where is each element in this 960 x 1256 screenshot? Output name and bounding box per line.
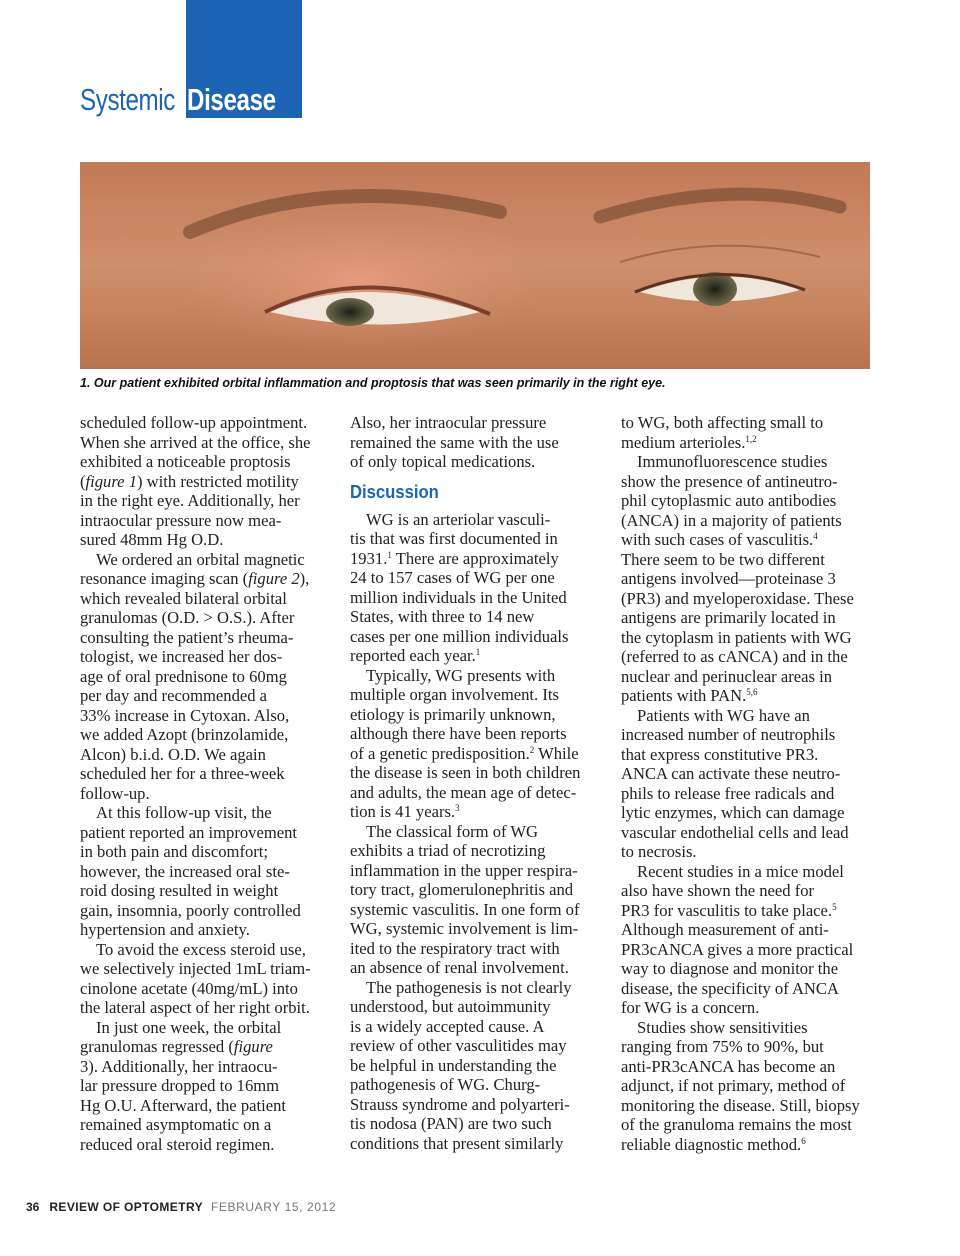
text-line: roid dosing resulted in weight (80, 881, 279, 900)
text-line: although there have been reports (350, 724, 567, 743)
text-line: At this follow-up visit, the (96, 803, 272, 822)
text-line: review of other vasculitides may (350, 1036, 567, 1055)
text-line: to necrosis. (621, 842, 697, 861)
text-line: of only topical medications. (350, 452, 536, 471)
text-line: intraocular pressure now mea- (80, 510, 282, 530)
text-line: gain, insomnia, poorly controlled (80, 900, 301, 920)
text-line: the lateral aspect of her right orbit. (80, 998, 310, 1017)
text-line: lar pressure dropped to 16mm (80, 1076, 280, 1095)
text-line: States, with three to 14 new (350, 607, 535, 626)
text-line: of the granuloma remains the most (621, 1115, 852, 1134)
section-subheading: Discussion (350, 480, 439, 502)
text-line: vascular endothelial cells and lead (621, 822, 849, 842)
text-line: There seem to be two different (621, 549, 825, 569)
issue-date: FEBRUARY 15, 2012 (210, 1200, 337, 1214)
text-line: the cytoplasm in patients with WG (621, 627, 852, 647)
text-line: in the right eye. Additionally, her (80, 491, 300, 510)
text-line: hypertension and anxiety. (80, 920, 250, 939)
text-line: be helpful in understanding the (350, 1055, 557, 1075)
text-line: Studies show sensitivities (637, 1017, 808, 1037)
text-line: (ANCA) in a majority of patients (621, 510, 842, 530)
text-line: The classical form of WG (366, 821, 539, 841)
publication-name: REVIEW OF OPTOMETRY (49, 1200, 203, 1214)
text-line: patients with PAN.$^{5,6}$ (621, 686, 758, 705)
figure-caption: 1. Our patient exhibited orbital inflammation and proptosis that was seen primarily in the right eye. (80, 376, 666, 390)
text-line: Alcon) b.i.d. O.D. We again (80, 744, 266, 764)
text-line: Patients with WG have an (637, 705, 810, 725)
text-line: reduced oral steroid regimen. (80, 1134, 275, 1154)
text-line: tologist, we increased her dos- (80, 647, 283, 666)
text-line: show the presence of antineutro- (621, 471, 838, 491)
text-line: tion is 41 years.$^3$ (350, 802, 460, 821)
section-title-light: Systemic (80, 82, 175, 117)
text-line: Recent studies in a mice model (637, 861, 844, 881)
text-line: we added Azopt (brinzolamide, (80, 725, 289, 744)
text-line: an absence of renal involvement. (350, 958, 569, 977)
text-line: (figure 1) with restricted motility (80, 471, 299, 491)
text-line: reported each year.$^1$ (350, 646, 481, 665)
text-line: lytic enzymes, which can damage (621, 803, 845, 822)
text-line: PR3 for vasculitis to take place.$^5$ (621, 900, 837, 920)
text-line: scheduled her for a three-week (80, 764, 285, 783)
text-line: Hg O.U. Afterward, the patient (80, 1095, 286, 1115)
text-line: patient reported an improvement (80, 822, 298, 842)
text-line: anti-PR3cANCA has become an (621, 1056, 836, 1076)
text-line: which revealed bilateral orbital (80, 588, 287, 608)
text-line: million individuals in the United (350, 587, 567, 607)
text-line: Also, her intraocular pressure (350, 413, 547, 432)
text-line: Although measurement of anti- (621, 920, 829, 939)
text-line: Typically, WG presents with (366, 665, 556, 685)
text-line: disease, the specificity of ANCA (621, 978, 839, 998)
figure-1-photo (80, 162, 870, 369)
text-line: reliable diagnostic method.$^6$ (621, 1134, 806, 1154)
text-line: way to diagnose and monitor the (621, 959, 839, 978)
text-line: follow-up. (80, 783, 150, 803)
text-line: (PR3) and myeloperoxidase. These (621, 588, 854, 608)
text-line: multiple organ involvement. Its (350, 685, 559, 704)
text-line: remained asymptomatic on a (80, 1115, 272, 1134)
text-line: resonance imaging scan (figure 2), (80, 569, 310, 588)
text-line: (referred to as cANCA) and in the (621, 647, 848, 666)
text-line: PR3cANCA gives a more practical (621, 939, 854, 959)
text-line: 24 to 157 cases of WG per one (350, 568, 555, 587)
text-line: monitoring the disease. Still, biopsy (621, 1095, 860, 1115)
text-line: tory tract, glomerulonephritis and (350, 880, 574, 899)
text-line: we selectively injected 1mL triam- (80, 959, 311, 978)
text-line: in both pain and discomfort; (80, 842, 269, 861)
text-line: 1931.$^1$ There are approximately (350, 548, 559, 568)
text-line: to WG, both affecting small to (621, 413, 824, 432)
text-line: phil cytoplasmic auto antibodies (621, 491, 837, 510)
text-line: 33% increase in Cytoxan. Also, (80, 705, 290, 725)
text-line: In just one week, the orbital (96, 1017, 282, 1037)
page-number: 36 (26, 1200, 40, 1214)
text-line: The pathogenesis is not clearly (366, 977, 572, 997)
page-footer (26, 1200, 336, 1214)
text-line: pathogenesis of WG. Churg- (350, 1075, 541, 1094)
text-line: cinolone acetate (40mg/mL) into (80, 978, 298, 998)
text-line: age of oral prednisone to 60mg (80, 666, 287, 686)
text-line: Strauss syndrome and polyarteri- (350, 1094, 570, 1114)
text-column-3 (621, 413, 881, 1154)
text-line: that express constitutive PR3. (621, 744, 819, 764)
text-line: scheduled follow-up appointment. (80, 413, 308, 432)
text-line: WG is an arteriolar vasculi- (366, 509, 551, 529)
text-line: increased number of neutrophils (621, 725, 836, 744)
text-line: the disease is seen in both children (350, 763, 581, 782)
text-line: is a widely accepted cause. A (350, 1016, 545, 1036)
text-line: cases per one million individuals (350, 626, 569, 646)
text-line: however, the increased oral ste- (80, 861, 290, 881)
text-line: When she arrived at the office, she (80, 432, 311, 452)
text-line: tis that was first documented in (350, 529, 558, 548)
text-line: and adults, the mean age of detec- (350, 782, 577, 802)
text-line: 3). Additionally, her intraocu- (80, 1056, 278, 1076)
text-line: antigens involved—proteinase 3 (621, 569, 836, 588)
text-line: We ordered an orbital magnetic (96, 549, 305, 569)
text-line: granulomas (O.D. > O.S.). After (80, 608, 295, 627)
text-line: exhibited a noticeable proptosis (80, 452, 291, 471)
text-line: sured 48mm Hg O.D. (80, 530, 224, 549)
text-line: medium arterioles.$^{1,2}$ (621, 432, 757, 452)
text-line: of a genetic predisposition.$^2$ While (350, 743, 579, 763)
text-line: systemic vasculitis. In one form of (350, 899, 580, 919)
text-line: To avoid the excess steroid use, (96, 939, 306, 959)
text-line: conditions that present similarly (350, 1133, 564, 1153)
text-line: adjunct, if not primary, method of (621, 1076, 846, 1095)
section-title-bold: Disease (187, 82, 276, 117)
text-line: Immunofluorescence studies (637, 452, 828, 471)
text-line: etiology is primarily unknown, (350, 704, 556, 724)
text-line: exhibits a triad of necrotizing (350, 841, 546, 860)
text-line: nuclear and perinuclear areas in (621, 666, 832, 686)
text-column-2 (350, 413, 610, 1153)
text-line: WG, systemic involvement is lim- (350, 919, 579, 938)
text-line: antigens are primarily located in (621, 608, 836, 627)
text-line: remained the same with the use (350, 432, 559, 452)
text-line: inflammation in the upper respira- (350, 860, 578, 880)
text-line: tis nodosa (PAN) are two such (350, 1114, 552, 1133)
text-line: ited to the respiratory tract with (350, 938, 560, 958)
text-line: granulomas regressed (figure (80, 1037, 273, 1056)
text-line: for WG is a concern. (621, 998, 760, 1017)
text-column-1 (80, 413, 340, 1154)
text-line: ANCA can activate these neutro- (621, 764, 841, 783)
text-line: understood, but autoimmunity (350, 997, 551, 1016)
text-line: also have shown the need for (621, 881, 815, 900)
text-line: consulting the patient’s rheuma- (80, 627, 294, 647)
text-line: per day and recommended a (80, 686, 268, 705)
text-line: ranging from 75% to 90%, but (621, 1037, 824, 1056)
text-line: phils to release free radicals and (621, 783, 835, 803)
text-line: with such cases of vasculitis.$^4$ (621, 530, 818, 549)
